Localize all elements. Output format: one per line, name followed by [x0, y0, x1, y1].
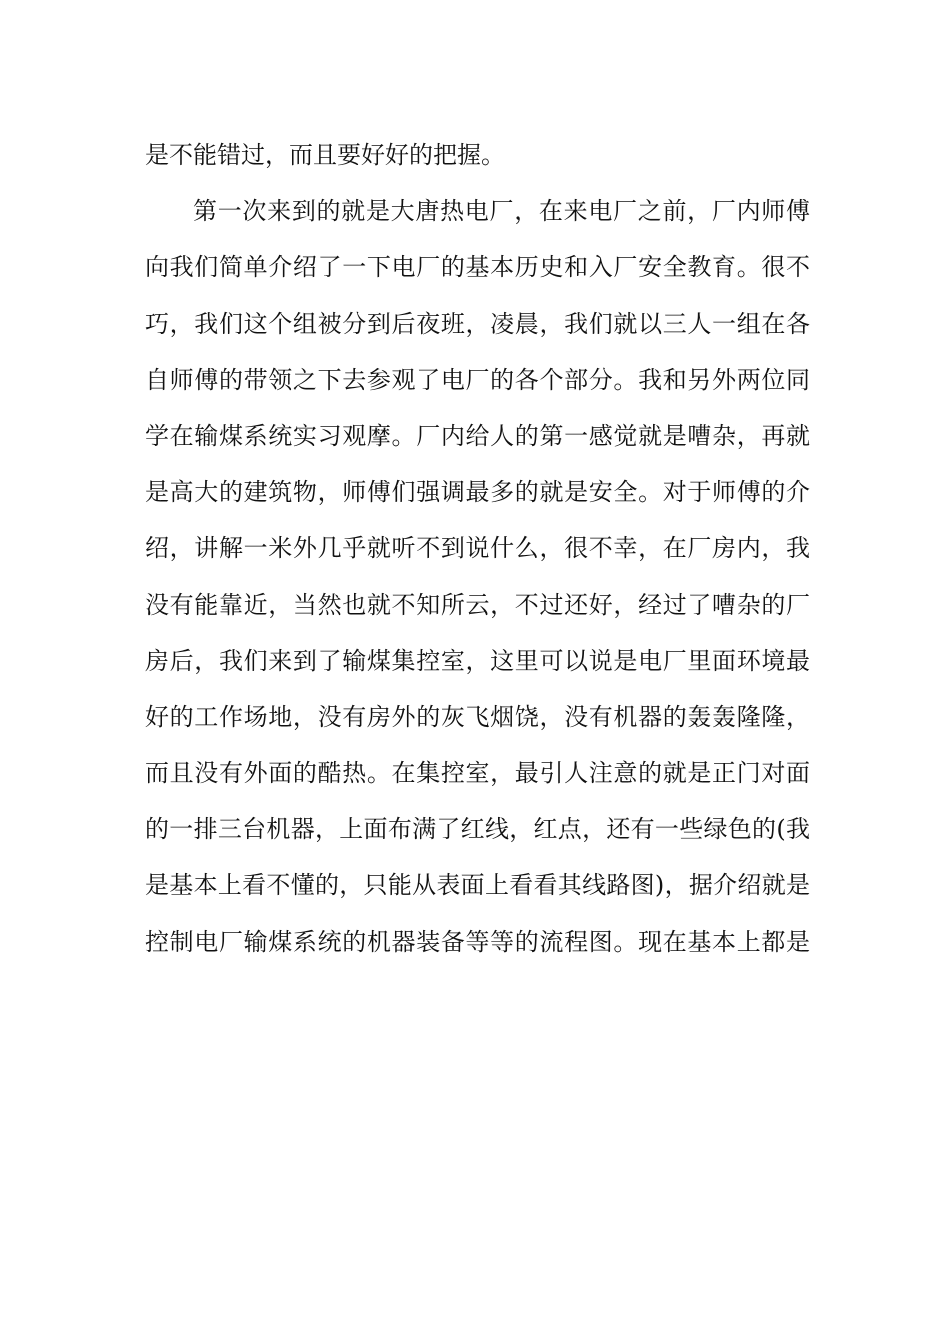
text-line: 学在输煤系统实习观摩。厂内给人的第一感觉就是嘈杂，再就: [145, 421, 810, 450]
text-line: 自师傅的带领之下去参观了电厂的各个部分。我和另外两位同: [145, 365, 810, 394]
text-line: 房后，我们来到了输煤集控室，这里可以说是电厂里面环境最: [145, 646, 810, 675]
text-line: 是高大的建筑物，师傅们强调最多的就是安全。对于师傅的介: [145, 478, 810, 507]
text-line: 巧，我们这个组被分到后夜班，凌晨，我们就以三人一组在各: [145, 309, 810, 338]
text-line: 而且没有外面的酷热。在集控室，最引人注意的就是正门对面: [145, 759, 810, 788]
body-text: [145, 127, 810, 970]
paragraph-first-line: 第一次来到的就是大唐热电厂，在来电厂之前，厂内师傅: [193, 197, 810, 226]
text-line: 好的工作场地，没有房外的灰飞烟饶，没有机器的轰轰隆隆，: [145, 702, 810, 731]
text-line: 的一排三台机器，上面布满了红线，红点，还有一些绿色的(我: [145, 815, 810, 844]
text-line: 向我们简单介绍了一下电厂的基本历史和入厂安全教育。很不: [145, 253, 810, 282]
text-line: 是基本上看不懂的，只能从表面上看看其线路图)，据介绍就是: [145, 871, 810, 900]
text-line: 控制电厂输煤系统的机器装备等等的流程图。现在基本上都是: [145, 927, 810, 956]
text-line: 没有能靠近，当然也就不知所云，不过还好，经过了嘈杂的厂: [145, 590, 810, 619]
text-line: 是不能错过，而且要好好的把握。: [145, 141, 505, 169]
text-line: 绍，讲解一米外几乎就听不到说什么，很不幸，在厂房内，我: [145, 534, 810, 563]
